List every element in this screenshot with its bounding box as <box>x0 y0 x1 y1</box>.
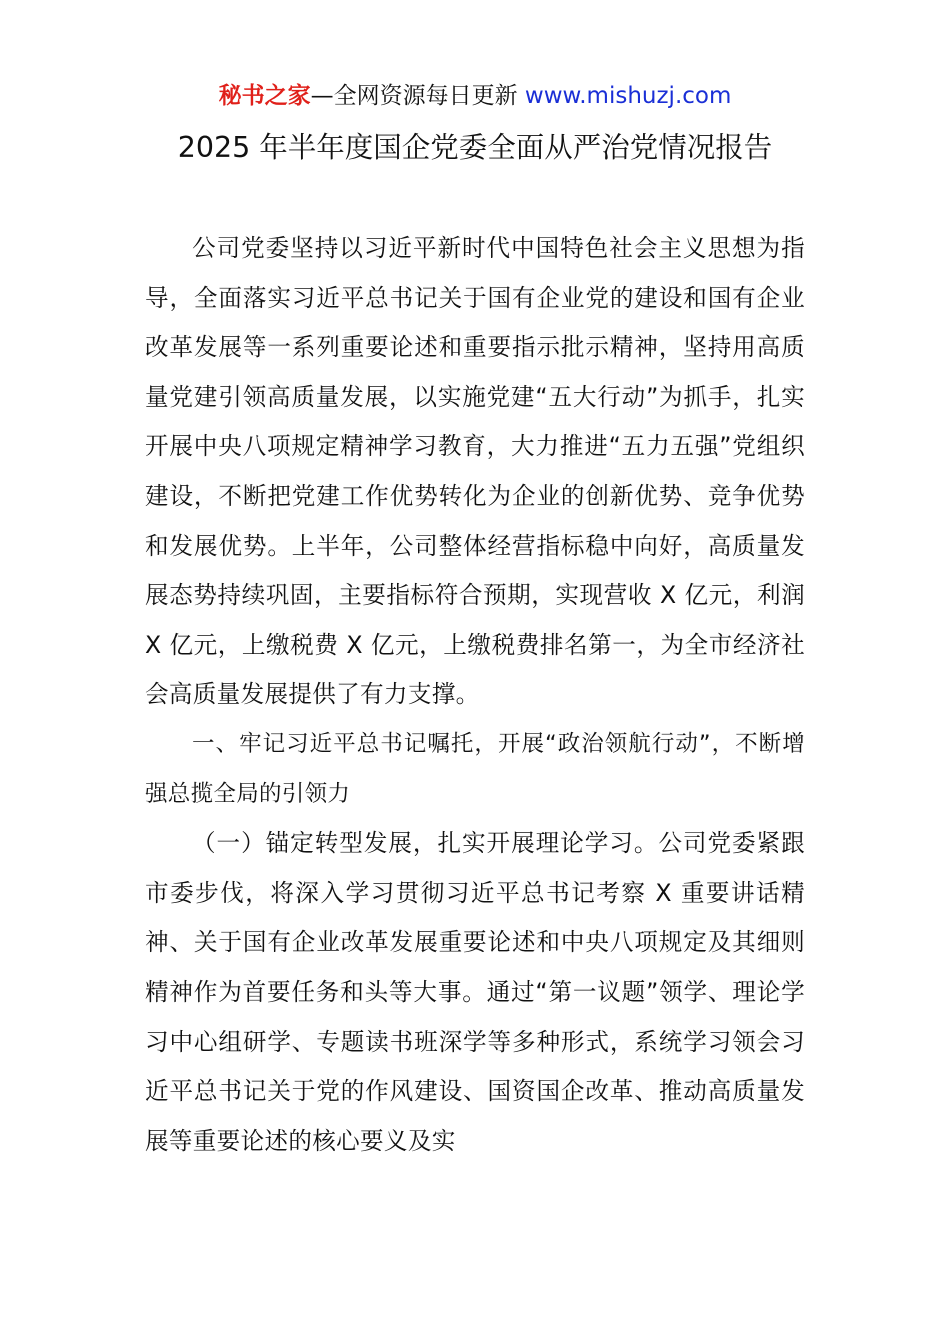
intro-paragraph: 公司党委坚持以习近平新时代中国特色社会主义思想为指导，全面落实习近平总书记关于国有企业党的建设和国有企业改革发展等一系列重要论述和重要指示批示精神，坚持用高质量党建引领高质量发展，以实施党建“五大行动”为抓手，扎实开展中央八项规定精神学习教育，大力推进“五力五强”党组织建设，不断把党建工作优势转化为企业的创新优势、竞争优势和发展优势。上半年，公司整体经营指标稳中向好，高质量发展态势持续巩固，主要指标符合预期，实现营收 X 亿元，利润 X 亿元，上缴税费 X 亿元，上缴税费排名第一，为全市经济社会高质量发展提供了有力支撑。 <box>145 234 805 709</box>
sub-paragraph: （一）锚定转型发展，扎实开展理论学习。公司党委紧跟市委步伐，将深入学习贯彻习近平总书记考察 X 重要讲话精神、关于国有企业改革发展重要论述和中央八项规定及其细则精神作为首要任务和头等大事。通过“第一议题”领学、理论学习中心组研学、专题读书班深学等多种形式，系统学习领会习近平总书记关于党的作风建设、国资国企改革、推动高质量发展等重要论述的核心要义及实 <box>145 829 805 1155</box>
document-body <box>145 224 805 1166</box>
site-header <box>0 80 950 112</box>
section-heading: 一、牢记习近平总书记嘱托，开展“政治领航行动”，不断增强总揽全局的引领力 <box>145 730 805 807</box>
site-brand: 秘书之家 <box>218 83 311 109</box>
site-slogan: —全网资源每日更新 <box>310 83 525 109</box>
document-title: 2025 年半年度国企党委全面从严治党情况报告 <box>177 131 773 164</box>
site-url[interactable]: www.mishuzj.com <box>524 83 732 109</box>
